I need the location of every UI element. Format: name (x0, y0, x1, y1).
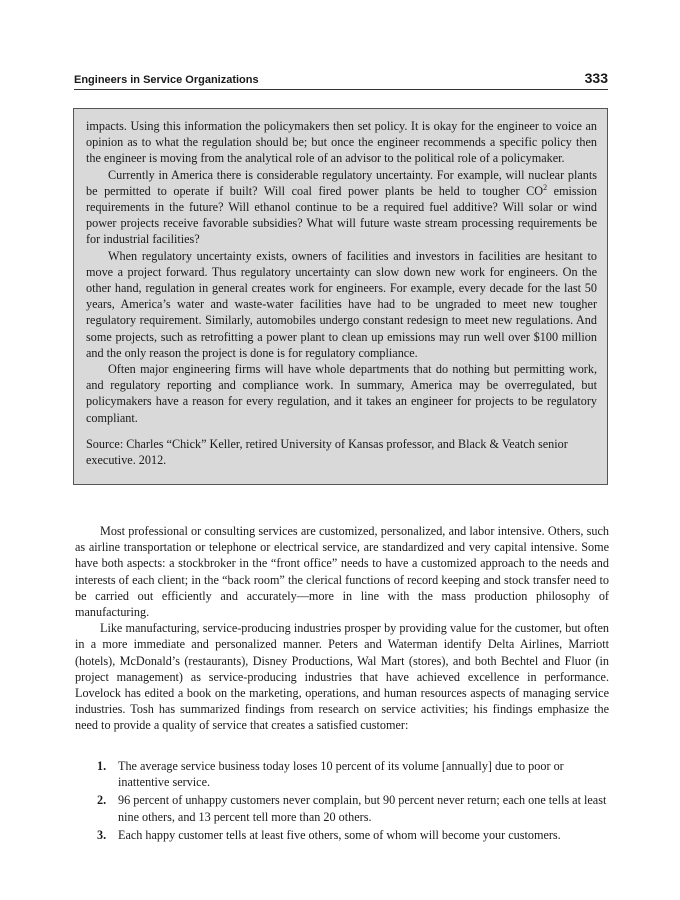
box-paragraph (86, 167, 597, 248)
page-header (74, 70, 608, 92)
box-source: Source: Charles “Chick” Keller, retired University of Kansas professor, and Black & Veatch senior executive. 2012. (86, 436, 568, 468)
body-paragraph: Most professional or consulting services are customized, personalized, and labor intensive. Others, such as airline transportation or telephone or electrical service, are standardized and very capital intensive. Some have both aspects: a stockbroker in the “front office” needs to have a customized approach to the needs and interests of each client; in the “back room” the clerical functions of record keeping and stock transfer need to be carried out efficiently and accurately—more in line with the mass production philosophy of manufacturing. (75, 524, 609, 620)
co2-superscript: 2 (543, 182, 548, 192)
body-text (75, 523, 609, 734)
list-item (97, 758, 609, 790)
body-paragraph: Like manufacturing, service-producing industries prosper by providing value for the customer, but often in a more immediate and personalized manner. Peters and Waterman identify Delta Airlines, Marriott (hotels), McDonald’s (restaurants), Disney Productions, Wal Mart (stores), and both Bechtel and Fluor (in project management) as service-producing industries that have achieved excellence in performance. Lovelock has edited a book on the marketing, operations, and human resources aspects of managing service industries. Tosh has summarized findings from research on service activities; his findings emphasize the need to provide a quality of service that creates a satisfied customer: (75, 621, 609, 733)
list-number: 1. (97, 759, 107, 773)
list-text: 96 percent of unhappy customers never complain, but 90 percent never return; each one tells at least nine others, and 13 percent tell more than 20 others. (118, 793, 607, 824)
box-paragraph: impacts. Using this information the policymakers then set policy. It is okay for the engineer to voice an opinion as to what the regulation should be; but once the engineer recommends a specific policy then the engineer is moving from the analytical role of an advisor to the political role of a policymaker. (86, 119, 597, 166)
box-paragraph: When regulatory uncertainty exists, owners of facilities and investors in facilities are hesitant to move a project forward. Thus regulatory uncertainty can slow down new work for engineers. On the other hand, regulation in general creates work for engineers. For example, every decade for the last 50 years, America’s water and waste-water facilities have had to be ungraded to meet new tougher regulatory requirement. Similarly, automobiles undergo constant redesign to meet new regulations. And some projects, such as retrofitting a power plant to clean up emissions may run well over $100 million and the only reason the project is done is for regulatory compliance. (86, 248, 597, 360)
box-paragraph-text: Currently in America there is considerable regulatory uncertainty. For example, will nuclear plants be permitted to operate if built? Will coal fired power plants be held to tougher CO (86, 167, 597, 198)
box-paragraph: Often major engineering firms will have whole departments that do nothing but permitting work, and regulatory reporting and compliance work. In summary, America may be overregulated, but policymakers have a reason for every regulation, and it takes an engineer for projects to be regulatory compliant. (86, 362, 597, 425)
header-rule (74, 89, 608, 90)
list-text: Each happy customer tells at least five others, some of whom will become your customers. (118, 827, 561, 842)
list-number: 2. (97, 793, 107, 808)
list-item (97, 827, 609, 843)
sidebar-box (73, 108, 608, 485)
page-number: 333 (584, 70, 608, 86)
list-item (97, 792, 609, 824)
running-title: Engineers in Service Organizations (74, 74, 259, 86)
list-text: The average service business today loses 10 percent of its volume [annually] due to poor or inattentive service. (118, 759, 564, 790)
findings-list (97, 758, 609, 845)
list-number: 3. (97, 827, 107, 842)
box-paragraph-text-continued: emission requirements in the future? Will ethanol continue to be a required fuel additive? Will solar or wind power projects receive favorable subsidies? What will future waste stream processing requirements be for industrial facilities? (86, 183, 597, 247)
